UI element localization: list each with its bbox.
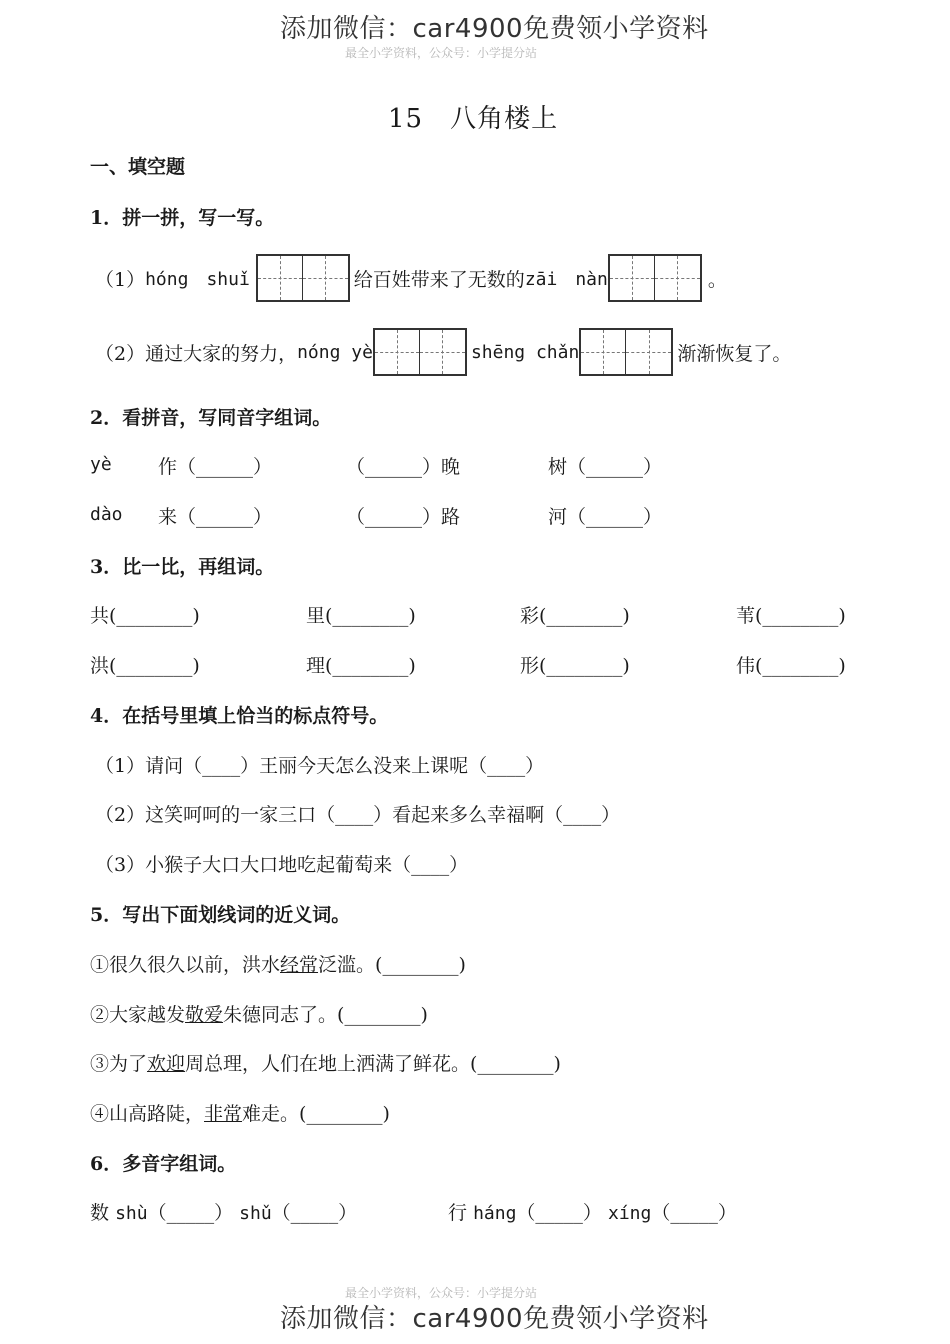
page-title: 15 八角楼上 xyxy=(388,104,559,134)
q3-r1-item: 共(________) xyxy=(90,605,200,627)
q5-line4 xyxy=(90,1099,390,1126)
q5-l2-post: 朱德同志了。(________) xyxy=(223,1004,428,1026)
section-heading: 一、填空题 xyxy=(90,156,186,178)
q6-group-b xyxy=(448,1198,737,1225)
top-faint-watermark: 最全小学资料，公众号：小学提分站 xyxy=(345,46,538,60)
q6-b-blank2: （_____） xyxy=(651,1202,737,1224)
q5-l2-pre: ②大家越发 xyxy=(90,1004,186,1026)
q3-r1-item: 里(________) xyxy=(306,605,416,627)
q2-r2-a: 来（______） xyxy=(158,506,273,528)
q6-a-blank2: （_____） xyxy=(271,1202,358,1224)
q2-heading: 2．看拼音，写同音字组词。 xyxy=(90,407,332,429)
q1-l1-pinyin1: hóng shuǐ xyxy=(145,269,250,290)
q5-l1-post: 泛滥。(________) xyxy=(318,954,466,976)
q5-l4-post: 难走。(________) xyxy=(242,1103,390,1125)
q2-r1-b: （______）晚 xyxy=(346,456,461,478)
q1-l1-pinyin2: zāi nàn xyxy=(524,269,608,290)
top-banner: 添加微信：car4900免费领小学资料 xyxy=(280,14,709,44)
q1-l1-answer-grid1[interactable] xyxy=(256,254,350,302)
q1-l2-answer-grid2[interactable] xyxy=(579,328,673,376)
q6-a-pinyin2: shǔ xyxy=(239,1203,272,1224)
q6-a-char: 数 xyxy=(90,1202,110,1224)
q2-r2-c: 河（______） xyxy=(548,506,663,528)
q5-l4-underlined: 非常 xyxy=(204,1103,243,1125)
q5-line1 xyxy=(90,950,466,977)
q5-l1-pre: ①很久很久以前，洪水 xyxy=(90,954,281,976)
q1-l2-pinyin1: nóng yè xyxy=(297,341,373,363)
q3-r2-item: 洪(________) xyxy=(90,655,200,677)
q1-l2-prefix: （2）通过大家的努力， xyxy=(95,342,298,365)
q5-l3-underlined: 欢迎 xyxy=(147,1053,186,1075)
q2-r1-c: 树（______） xyxy=(548,456,663,478)
q3-r2-item: 形(________) xyxy=(520,655,630,677)
q5-l2-underlined: 敬爱 xyxy=(185,1004,224,1026)
q3-r1-item: 苇(________) xyxy=(736,605,846,627)
q4-line1: （1）请问（____）王丽今天怎么没来上课呢（____） xyxy=(95,755,545,777)
q6-b-pinyin2: xíng xyxy=(607,1203,652,1224)
bottom-banner: 添加微信：car4900免费领小学资料 xyxy=(280,1304,709,1334)
q1-l1-end: 。 xyxy=(707,268,727,291)
q2-r2-b: （______）路 xyxy=(346,506,461,528)
q1-heading: 1．拼一拼，写一写。 xyxy=(90,207,275,229)
q3-r2-item: 伟(________) xyxy=(736,655,846,677)
q5-l4-pre: ④山高路陡， xyxy=(90,1103,205,1125)
q4-heading: 4．在括号里填上恰当的标点符号。 xyxy=(90,705,389,727)
q1-l1-mid: 给百姓带来了无数的 xyxy=(353,268,525,291)
q2-r1-pinyin: yè xyxy=(90,454,112,475)
q3-r2-item: 理(________) xyxy=(306,655,416,677)
q5-line2 xyxy=(90,1000,428,1027)
q1-l2-pinyin2: shēng chǎn xyxy=(470,341,580,363)
q1-l1-answer-grid2[interactable] xyxy=(608,254,702,302)
q1-l2-answer-grid1[interactable] xyxy=(373,328,467,376)
q6-heading: 6．多音字组词。 xyxy=(90,1153,237,1175)
q6-b-blank1: （_____） xyxy=(516,1202,602,1224)
q6-a-pinyin1: shù xyxy=(115,1203,148,1224)
q4-line3: （3）小猴子大口大口地吃起葡萄来（____） xyxy=(95,854,469,876)
q6-group-a xyxy=(90,1198,357,1225)
q1-l1-prefix: （1） xyxy=(95,268,146,291)
q6-a-blank1: （_____） xyxy=(147,1202,234,1224)
q1-line1 xyxy=(95,254,727,302)
q1-line2 xyxy=(95,328,791,376)
q6-b-char: 行 xyxy=(448,1202,468,1224)
q5-l3-post: 周总理，人们在地上洒满了鲜花。(________) xyxy=(185,1053,561,1075)
q1-l2-end: 渐渐恢复了。 xyxy=(677,342,792,365)
q5-heading: 5．写出下面划线词的近义词。 xyxy=(90,904,351,926)
q4-line2: （2）这笑呵呵的一家三口（____）看起来多么幸福啊（____） xyxy=(95,804,621,826)
q5-l3-pre: ③为了 xyxy=(90,1053,148,1075)
q3-heading: 3．比一比，再组词。 xyxy=(90,556,275,578)
bottom-faint-watermark: 最全小学资料，公众号：小学提分站 xyxy=(345,1286,538,1300)
q6-b-pinyin1: háng xyxy=(473,1203,517,1224)
q5-line3 xyxy=(90,1049,561,1076)
q5-l1-underlined: 经常 xyxy=(280,954,319,976)
q2-r2-pinyin: dào xyxy=(90,504,123,525)
q3-r1-item: 彩(________) xyxy=(520,605,630,627)
q2-r1-a: 作（______） xyxy=(158,456,273,478)
